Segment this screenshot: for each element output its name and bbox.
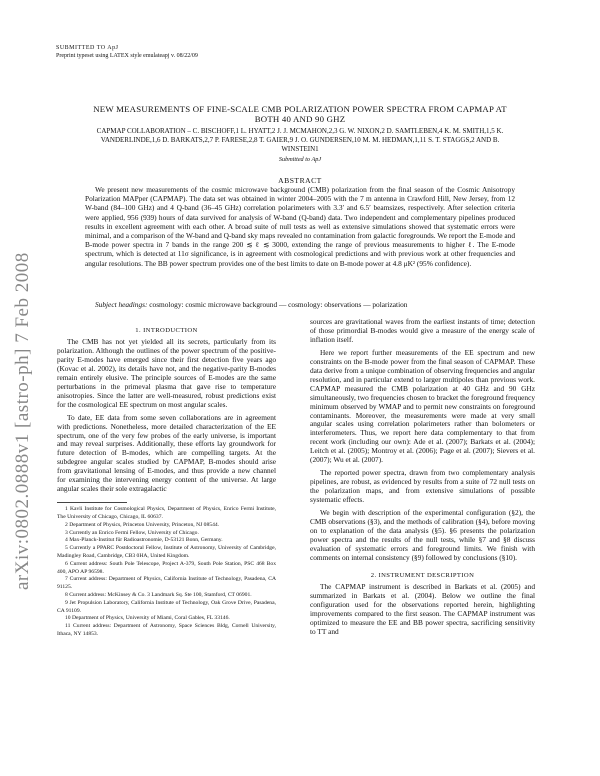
intro-continued: sources are gravitational waves from the earliest instants of time; detection of those primordial B-modes would give a measure of the energy scale of inflation itself. — [310, 317, 535, 344]
footnote: 3 Currently an Enrico Fermi Fellow, University of Chicago. — [65, 529, 199, 536]
footnote: 6 Current address: South Pole Telescope, Project A-379, South Pole Station, PSC 468 Box 400, APO AP 96598. — [57, 560, 276, 575]
intro-paragraph-5: We begin with description of the experimental configuration (§2), the CMB observations (§3), and the methods of calibration (§4), before moving on to explanation of the data analysis (§5). §6 presents the polarization power spectra and the results of the null tests, while §7 and §8 discuss evaluation of systematic errors and foreground limits. We finish with comments on internal consistency (§9) followed by conclusions (§10). — [310, 508, 535, 562]
footnote: 2 Department of Physics, Princeton University, Princeton, NJ 08544. — [65, 521, 220, 528]
instrument-heading: 2. INSTRUMENT DESCRIPTION — [370, 571, 475, 579]
abstract-heading: ABSTRACT — [278, 176, 322, 185]
footnote-list — [57, 506, 276, 639]
submitted-label: SUBMITTED TO ApJ — [56, 45, 119, 51]
paper-title: NEW MEASUREMENTS OF FINE-SCALE CMB POLARIZATION POWER SPECTRA FROM CAPMAP AT BOTH 40 AND 90 GHZ — [93, 104, 507, 124]
intro-paragraph-1: The CMB has not yet yielded all its secrets, particularly from its polarization. Although the outlines of the power spectrum of the positive-parity E-modes have emerged since their first detection five years ago (Kovac et al. 2002), its details have not, and the negative-parity B-modes remain entirely elusive. The principle sources of E-modes are the same perturbations in the primeval plasma that gave rise to temperature anisotropies. Since the latter are well-measured, robust predictions exist for the cosmological EE spectrum on most angular scales. — [57, 337, 276, 409]
footnote: 8 Current address: McKinsey & Co. 3 Landmark Sq. Ste 100, Stamford, CT 06901. — [65, 591, 252, 598]
authors-text: CAPMAP COLLABORATION – C. BISCHOFF,1 L. HYATT,2 J. J. MCMAHON,2,3 G. W. NIXON,2 D. SAMTLEBEN,4 K. M. SMITH,1,5 K. VANDERLINDE,1,6 D. BARKATS,2,7 P. FARESE,2,8 T. GAIER,9 J. O. GUNDERSEN,10 M. M. HEDMAN,1,11 S. T. STAGGS,2 AND B. WINSTEIN1 — [96, 127, 504, 154]
footnote: 5 Currently a PPARC Postdoctoral Fellow, Institute of Astronomy, University of Cambridge, Madingley Road, Cambridge, CB3 0HA, United Kingdom. — [57, 545, 276, 559]
footnote: 4 Max-Planck-Institut für Radioastronomie, D-53121 Bonn, Germany. — [65, 537, 223, 544]
footnote: 7 Current address: Department of Physics, California Institute of Technology, Pasadena, CA 91125. — [57, 576, 276, 591]
right-column — [310, 318, 535, 641]
footnote: 1 Kavli Institute for Cosmological Physics, Department of Physics, Enrico Fermi Institute, The University of Chicago, Chicago, IL 60637. — [57, 506, 276, 520]
abstract-text: We present new measurements of the cosmic microwave background (CMB) polarization from the final season of the Cosmic Anisotropy Polarization MAPper (CAPMAP). The data set was obtained in winter 2004–2005 with the 7 m antenna in Crawford Hill, New Jersey, from 12 W-band (84–100 GHz) and 4 Q-band (36–45 GHz) correlation polarimeters with 3.3′ and 6.5′ beamsizes, respectively. After selection criteria were applied, 956 (939) hours of data survived for analysis of W-band (Q-band) data. Two independent and complementary pipelines produced results in excellent agreement with each other. A broad suite of null tests as well as extensive simulations showed that systematic errors were minimal, and a comparison of the W-band and Q-band sky maps revealed no contamination from galactic foregrounds. We report the E-mode and B-mode power spectra in 7 bands in the range 200 ≲ ℓ ≲ 3000, extending the range of previous measurements to higher ℓ. The E-mode spectrum, which is detected at 11σ significance, is in agreement with cosmological predictions and with previous work at other frequencies and angular resolutions. The BB power spectrum provides one of the best limits to date on B-mode power at 4.8 μK² (95% confidence). — [85, 185, 515, 268]
subject-text: cosmology: cosmic microwave background — cosmology: observations — polarization — [147, 300, 408, 309]
subject-label: Subject headings: — [95, 300, 148, 309]
footnote: 11 Current address: Department of Astronomy, Space Sciences Bldg, Cornell University, Ithaca, NY 14853. — [57, 623, 276, 637]
intro-paragraph-3: Here we report further measurements of the EE spectrum and new constraints on the B-mode power from the final season of CAPMAP. These data derive from a unique combination of observing frequencies and angular resolution, and in particular extend to larger multipoles than previous work. CAPMAP measured the CMB polarization at 40 GHz and 90 GHz simultaneously, two frequencies chosen to bracket the foreground frequency minimum observed by WMAP and to permit new constraints on foreground contaminants. Moreover, the measurements were made at very small angular scales using correlation polarimeters rather than bolometers or interferometers. Thus, we report here data complementary to that from recent work (including our own): Ade et al. (2007); Barkats et al. (2004); Leitch et al. (2005); Montroy et al. (2006); Page et al. (2007); Sievers et al. (2007); Wu et al. (2007). — [310, 347, 535, 465]
left-column — [57, 318, 276, 639]
preprint-line: Preprint typeset using LATEX style emulateapj v. 08/22/09 — [56, 53, 198, 59]
intro-paragraph-2: To date, EE data from some seven collaborations are in agreement with predictions. Nonetheless, more detailed characterization of the EE spectrum, one of the very few probes of the early universe, is important and may reveal surprises. Additionally, these efforts lay groundwork for future detection of B-modes, which are compelling targets. At the subdegree angular scales studied by CAPMAP, B-modes should arise from gravitational lensing of E-modes, and thus provide a new channel for examining the intervening energy content of the universe. At large angular scales their sole extragalactic — [57, 412, 276, 494]
instrument-paragraph-1: The CAPMAP instrument is described in Barkats et al. (2005) and summarized in Barkats et al. (2004). Below we outline the final configuration used for the observations reported herein, highlighting improvements compared to the first season. The CAPMAP instrument was optimized to measure the EE and BB power spectra, sacrificing sensitivity to TT and — [310, 581, 535, 636]
submitted-note: Submitted to ApJ — [278, 155, 322, 163]
footnote: 9 Jet Propulsion Laboratory, California Institute of Technology, Oak Grove Drive, Pasadena, CA 91109. — [57, 599, 276, 614]
arxiv-identifier: arXiv:0802.0888v1 [astro-ph] 7 Feb 2008 — [12, 252, 33, 590]
footnote: 10 Department of Physics, University of Miami, Coral Gables, FL 33146. — [65, 615, 230, 622]
author-list — [86, 127, 514, 164]
subject-headings — [85, 300, 515, 309]
intro-paragraph-4: The reported power spectra, drawn from two complementary analysis pipelines, are robust, as evidenced by results from a suite of 72 null tests on the polarization maps, and from extensive simulations of possible systematic effects. — [310, 468, 535, 505]
preprint-header — [56, 44, 198, 60]
intro-heading: 1. INTRODUCTION — [135, 327, 198, 334]
